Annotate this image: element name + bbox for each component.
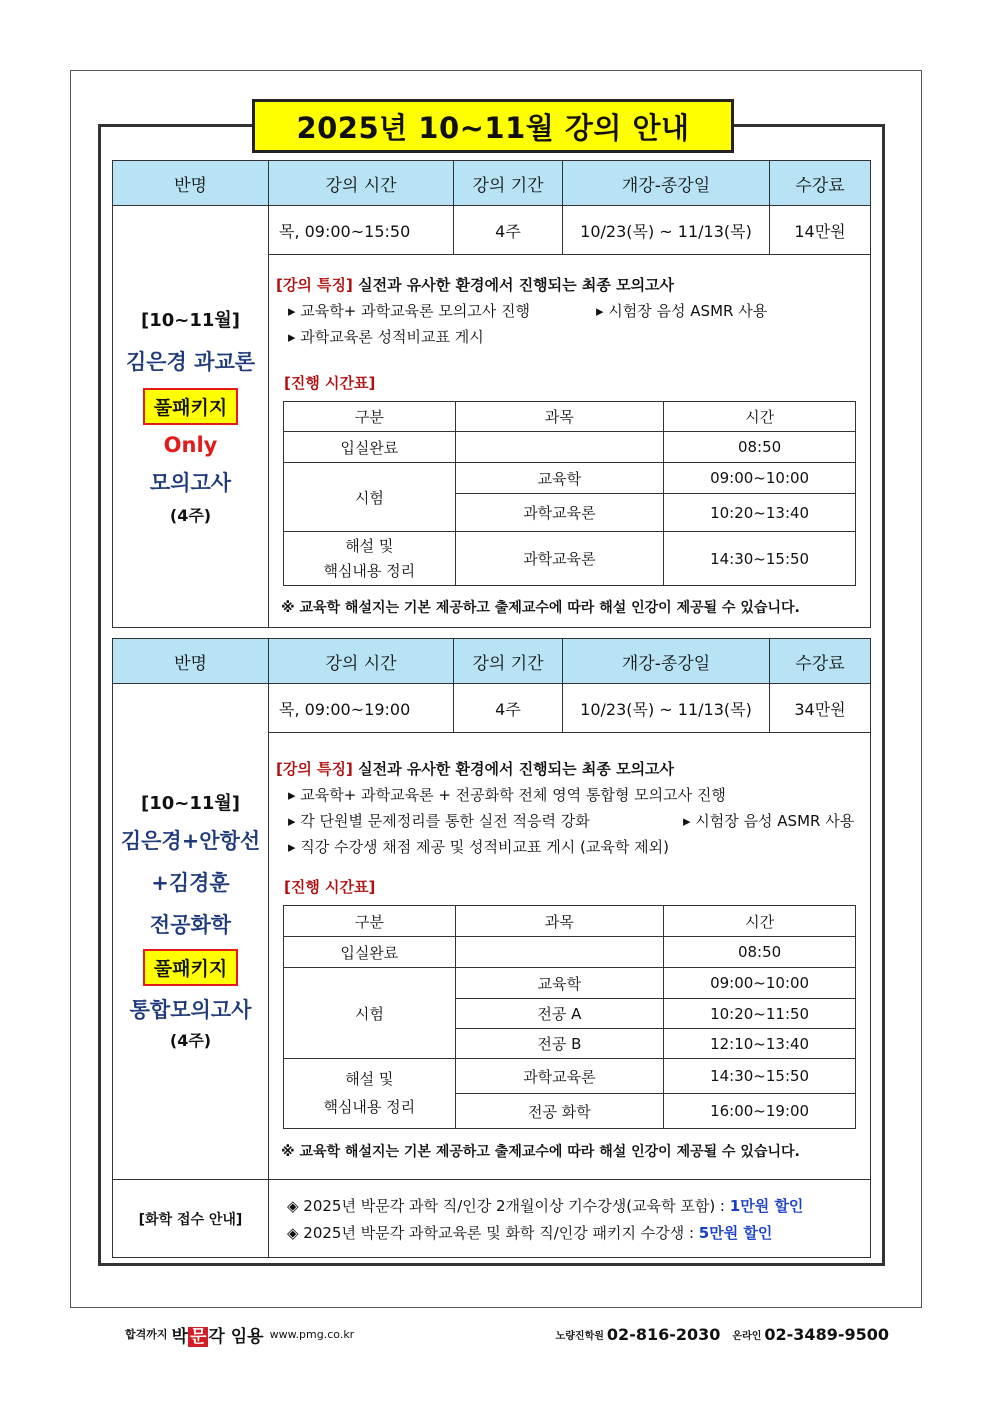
table-row xyxy=(284,532,856,586)
schedule-category: 시험 xyxy=(284,968,456,1059)
schedule-time: 12:10~13:40 xyxy=(664,1029,856,1059)
course-1-weeks: (4주) xyxy=(169,506,212,525)
footer-slogan: 합격까지 xyxy=(125,1328,168,1341)
registration-line-2-discount: 5만원 할인 xyxy=(698,1224,773,1242)
table-row xyxy=(284,432,856,463)
footer-brand-part-1: 박 xyxy=(171,1326,188,1347)
schedule-time: 09:00~10:00 xyxy=(664,463,856,494)
header-lecture-time: 강의 시간 xyxy=(269,639,454,683)
footer-online-label: 온라인 xyxy=(732,1330,762,1342)
header-start-end-date: 개강-종강일 xyxy=(563,161,770,205)
course-2-name-line-3: 전공화학 xyxy=(149,913,232,937)
footer-online-phone[interactable]: 02-3489-9500 xyxy=(764,1324,889,1344)
course-2-info-row xyxy=(269,684,870,733)
header-fee: 수강료 xyxy=(795,653,845,674)
schedule-time: 08:50 xyxy=(664,937,856,968)
course-block-2 xyxy=(112,638,871,1258)
header-lecture-period: 강의 기간 xyxy=(454,161,563,205)
course-2-header-row xyxy=(113,639,870,684)
course-2-bullet-2: ▸ 각 단원별 문제정리를 통한 실전 적응력 강화 xyxy=(288,812,590,830)
schedule-time: 14:30~15:50 xyxy=(664,1059,856,1094)
course-2-name-line-1: 김은경+안항선 xyxy=(120,829,261,853)
schedule-category: 해설 및 핵심내용 정리 xyxy=(284,1059,456,1129)
course-2-bullet-3: ▸ 시험장 음성 ASMR 사용 xyxy=(683,812,855,830)
schedule-subject: 전공 화학 xyxy=(455,1094,664,1129)
schedule-time: 10:20~11:50 xyxy=(664,999,856,1029)
course-2-period: 4주 xyxy=(454,684,563,732)
schedule-subject: 과학교육론 xyxy=(455,1059,664,1094)
header-class-name: 반명 xyxy=(113,161,269,205)
footer-brand-area xyxy=(125,1322,354,1346)
schedule-subject: 교육학 xyxy=(455,463,664,494)
course-2-note: ※ 교육학 해설지는 기본 제공하고 출제교수에 따라 해설 인강이 제공될 수 있습니다. xyxy=(281,1144,800,1160)
schedule-subject xyxy=(455,432,664,463)
course-1-schedule-title: [진행 시간표] xyxy=(284,374,376,392)
registration-line-1-text: ◈ 2025년 박문각 과학 직/인강 2개월이상 기수강생(교육학 포함) : xyxy=(287,1197,730,1215)
course-1-info-row xyxy=(269,206,870,255)
schedule-category: 시험 xyxy=(284,463,456,532)
schedule-category: 입실완료 xyxy=(284,937,456,968)
table-row xyxy=(284,463,856,494)
course-1-time: 목, 09:00~15:50 xyxy=(269,206,454,254)
course-2-schedule-title: [진행 시간표] xyxy=(284,878,376,896)
schedule-header-time: 시간 xyxy=(664,906,856,937)
course-1-class-cell xyxy=(113,206,269,627)
footer-brand-logo xyxy=(172,1322,264,1347)
schedule-subject: 과학교육론 xyxy=(455,494,664,532)
course-2-time: 목, 09:00~19:00 xyxy=(269,684,454,732)
course-1-schedule-table xyxy=(283,401,856,586)
course-1-fee: 14만원 xyxy=(794,221,846,241)
table-row xyxy=(284,1059,856,1094)
course-2-feature-tag: [강의 특징] xyxy=(276,760,353,778)
course-1-feature-tag: [강의 특징] xyxy=(276,276,353,294)
course-2-class-cell xyxy=(113,684,269,1179)
course-1-term: [10~11월] xyxy=(140,310,241,331)
course-2-name-line-2: +김경훈 xyxy=(151,871,230,895)
footer-brand-part-3: 각 임용 xyxy=(208,1326,264,1347)
schedule-header-time: 시간 xyxy=(664,402,856,432)
course-2-package-badge: 풀패키지 xyxy=(143,949,238,986)
schedule-subject: 교육학 xyxy=(455,968,664,999)
course-2-weeks: (4주) xyxy=(169,1031,212,1050)
schedule-header-category: 구분 xyxy=(284,906,456,937)
course-2-bullet-1: ▸ 교육학+ 과학교육론 + 전공화학 전체 영역 통합형 모의고사 진행 xyxy=(288,786,726,804)
course-2-term: [10~11월] xyxy=(140,793,241,814)
schedule-time: 08:50 xyxy=(664,432,856,463)
registration-line-1 xyxy=(287,1195,803,1216)
schedule-subject: 과학교육론 xyxy=(455,532,664,586)
course-2-feature-text: 실전과 유사한 환경에서 진행되는 최종 모의고사 xyxy=(352,760,675,778)
course-block-1 xyxy=(112,160,871,628)
header-class-name: 반명 xyxy=(113,639,269,683)
registration-line-2-text: ◈ 2025년 박문각 과학교육론 및 화학 직/인강 패키지 수강생 : xyxy=(287,1224,699,1242)
course-2-bullet-4: ▸ 직강 수강생 채점 제공 및 성적비교표 게시 (교육학 제외) xyxy=(288,838,669,856)
course-1-only-label: Only xyxy=(163,433,218,457)
schedule-subject: 전공 B xyxy=(455,1029,664,1059)
registration-line-2 xyxy=(287,1222,772,1243)
footer xyxy=(0,1322,992,1346)
schedule-category: 해설 및 핵심내용 정리 xyxy=(284,532,456,586)
page-title: 2025년 10~11월 강의 안내 xyxy=(296,110,690,145)
header-lecture-period: 강의 기간 xyxy=(454,639,563,683)
registration-line-1-discount: 1만원 할인 xyxy=(729,1197,804,1215)
schedule-time: 14:30~15:50 xyxy=(664,532,856,586)
table-row xyxy=(284,937,856,968)
schedule-time: 10:20~13:40 xyxy=(664,494,856,532)
course-1-note: ※ 교육학 해설지는 기본 제공하고 출제교수에 따라 해설 인강이 제공될 수 있습니다. xyxy=(281,600,800,616)
course-2-dates: 10/23(목) ~ 11/13(목) xyxy=(563,684,770,732)
header-start-end-date: 개강-종강일 xyxy=(563,639,770,683)
course-1-feature-title xyxy=(276,274,674,295)
course-2-feature-title xyxy=(276,758,674,779)
course-1-bullet-3: ▸ 과학교육론 성적비교표 게시 xyxy=(288,328,484,346)
course-2-fee: 34만원 xyxy=(794,699,846,719)
footer-brand-part-2: 문 xyxy=(189,1326,207,1347)
course-2-schedule-table xyxy=(283,905,856,1129)
schedule-time: 16:00~19:00 xyxy=(664,1094,856,1129)
course-2-type: 통합모의고사 xyxy=(129,998,252,1022)
course-1-package-badge: 풀패키지 xyxy=(143,388,238,425)
schedule-category: 입실완료 xyxy=(284,432,456,463)
course-1-dates: 10/23(목) ~ 11/13(목) xyxy=(563,206,770,254)
footer-campus-phone[interactable]: 02-816-2030 xyxy=(606,1324,721,1344)
footer-url[interactable]: www.pmg.co.kr xyxy=(269,1327,355,1341)
page-title-box xyxy=(252,99,734,153)
schedule-header-category: 구분 xyxy=(284,402,456,432)
footer-campus-label: 노량진학원 xyxy=(555,1330,604,1342)
registration-info xyxy=(113,1179,870,1257)
header-lecture-time: 강의 시간 xyxy=(269,161,454,205)
course-1-feature-text: 실전과 유사한 환경에서 진행되는 최종 모의고사 xyxy=(352,276,675,294)
schedule-header-subject: 과목 xyxy=(455,402,664,432)
schedule-subject: 전공 A xyxy=(455,999,664,1029)
table-row xyxy=(284,968,856,999)
course-1-header-row xyxy=(113,161,870,206)
schedule-subject xyxy=(455,937,664,968)
course-1-name: 김은경 과교론 xyxy=(125,350,256,374)
header-fee: 수강료 xyxy=(795,175,845,196)
footer-contact xyxy=(556,1322,889,1346)
registration-label: [화학 접수 안내] xyxy=(113,1180,269,1258)
schedule-header-subject: 과목 xyxy=(455,906,664,937)
course-1-bullet-1: ▸ 교육학+ 과학교육론 모의고사 진행 xyxy=(288,302,531,320)
course-1-type: 모의고사 xyxy=(149,471,232,495)
course-1-period: 4주 xyxy=(454,206,563,254)
schedule-time: 09:00~10:00 xyxy=(664,968,856,999)
course-1-bullet-2: ▸ 시험장 음성 ASMR 사용 xyxy=(596,302,768,320)
